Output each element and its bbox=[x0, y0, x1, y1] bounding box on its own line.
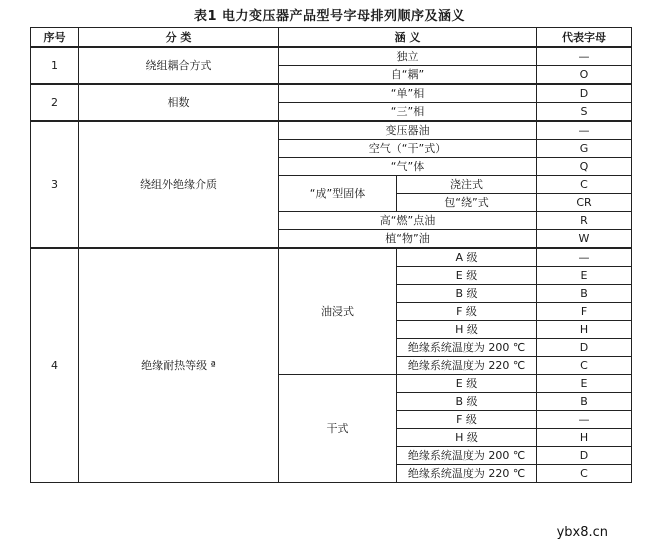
code-cell: — bbox=[537, 248, 632, 267]
category-cell: 相数 bbox=[79, 84, 279, 121]
meaning-cell: B 级 bbox=[397, 285, 537, 303]
seq-cell: 4 bbox=[31, 248, 79, 483]
meaning-cell: B 级 bbox=[397, 393, 537, 411]
code-cell: C bbox=[537, 357, 632, 375]
code-cell: — bbox=[537, 47, 632, 66]
subgroup-label: 干式 bbox=[279, 375, 397, 483]
code-cell: O bbox=[537, 66, 632, 85]
meaning-cell: 绝缘系统温度为 220 ℃ bbox=[397, 465, 537, 483]
meaning-cell: 绝缘系统温度为 200 ℃ bbox=[397, 339, 537, 357]
meaning-cell: 独立 bbox=[279, 47, 537, 66]
code-cell: CR bbox=[537, 194, 632, 212]
meaning-cell: H 级 bbox=[397, 321, 537, 339]
meaning-cell: E 级 bbox=[397, 375, 537, 393]
code-cell: W bbox=[537, 230, 632, 249]
seq-cell: 3 bbox=[31, 121, 79, 248]
meaning-cell: “三”相 bbox=[279, 103, 537, 122]
code-cell: F bbox=[537, 303, 632, 321]
header-seq: 序号 bbox=[31, 28, 79, 48]
meaning-cell: 空气（“干”式） bbox=[279, 140, 537, 158]
subgroup-label: 油浸式 bbox=[279, 248, 397, 375]
meaning-cell: 植“物”油 bbox=[279, 230, 537, 249]
meaning-cell: E 级 bbox=[397, 267, 537, 285]
code-cell: C bbox=[537, 176, 632, 194]
meaning-cell: F 级 bbox=[397, 411, 537, 429]
meaning-cell: 浇注式 bbox=[397, 176, 537, 194]
category-cell: 绝缘耐热等级 ª bbox=[79, 248, 279, 483]
subgroup-label: “成”型固体 bbox=[279, 176, 397, 212]
code-cell: D bbox=[537, 84, 632, 103]
code-cell: C bbox=[537, 465, 632, 483]
code-cell: G bbox=[537, 140, 632, 158]
transformer-code-table bbox=[30, 27, 632, 483]
meaning-cell: F 级 bbox=[397, 303, 537, 321]
watermark-text: ybx8.cn bbox=[554, 525, 611, 540]
meaning-cell: 高“燃”点油 bbox=[279, 212, 537, 230]
meaning-cell: 自“耦” bbox=[279, 66, 537, 85]
code-cell: H bbox=[537, 429, 632, 447]
code-cell: S bbox=[537, 103, 632, 122]
code-cell: E bbox=[537, 267, 632, 285]
meaning-cell: 绝缘系统温度为 220 ℃ bbox=[397, 357, 537, 375]
code-cell: — bbox=[537, 121, 632, 140]
code-cell: H bbox=[537, 321, 632, 339]
code-cell: B bbox=[537, 285, 632, 303]
category-cell: 绕组耦合方式 bbox=[79, 47, 279, 84]
code-cell: D bbox=[537, 339, 632, 357]
category-cell: 绕组外绝缘介质 bbox=[79, 121, 279, 248]
seq-cell: 1 bbox=[31, 47, 79, 84]
header-code: 代表字母 bbox=[537, 28, 632, 48]
meaning-cell: 绝缘系统温度为 200 ℃ bbox=[397, 447, 537, 465]
header-meaning: 涵 义 bbox=[279, 28, 537, 48]
table-title: 表1 电力变压器产品型号字母排列顺序及涵义 bbox=[193, 9, 466, 24]
meaning-cell: A 级 bbox=[397, 248, 537, 267]
code-cell: — bbox=[537, 411, 632, 429]
code-cell: E bbox=[537, 375, 632, 393]
meaning-cell: “单”相 bbox=[279, 84, 537, 103]
meaning-cell: “气”体 bbox=[279, 158, 537, 176]
meaning-cell: 变压器油 bbox=[279, 121, 537, 140]
code-cell: B bbox=[537, 393, 632, 411]
seq-cell: 2 bbox=[31, 84, 79, 121]
meaning-cell: 包“绕”式 bbox=[397, 194, 537, 212]
code-cell: D bbox=[537, 447, 632, 465]
code-cell: Q bbox=[537, 158, 632, 176]
code-cell: R bbox=[537, 212, 632, 230]
meaning-cell: H 级 bbox=[397, 429, 537, 447]
header-category: 分 类 bbox=[79, 28, 279, 48]
